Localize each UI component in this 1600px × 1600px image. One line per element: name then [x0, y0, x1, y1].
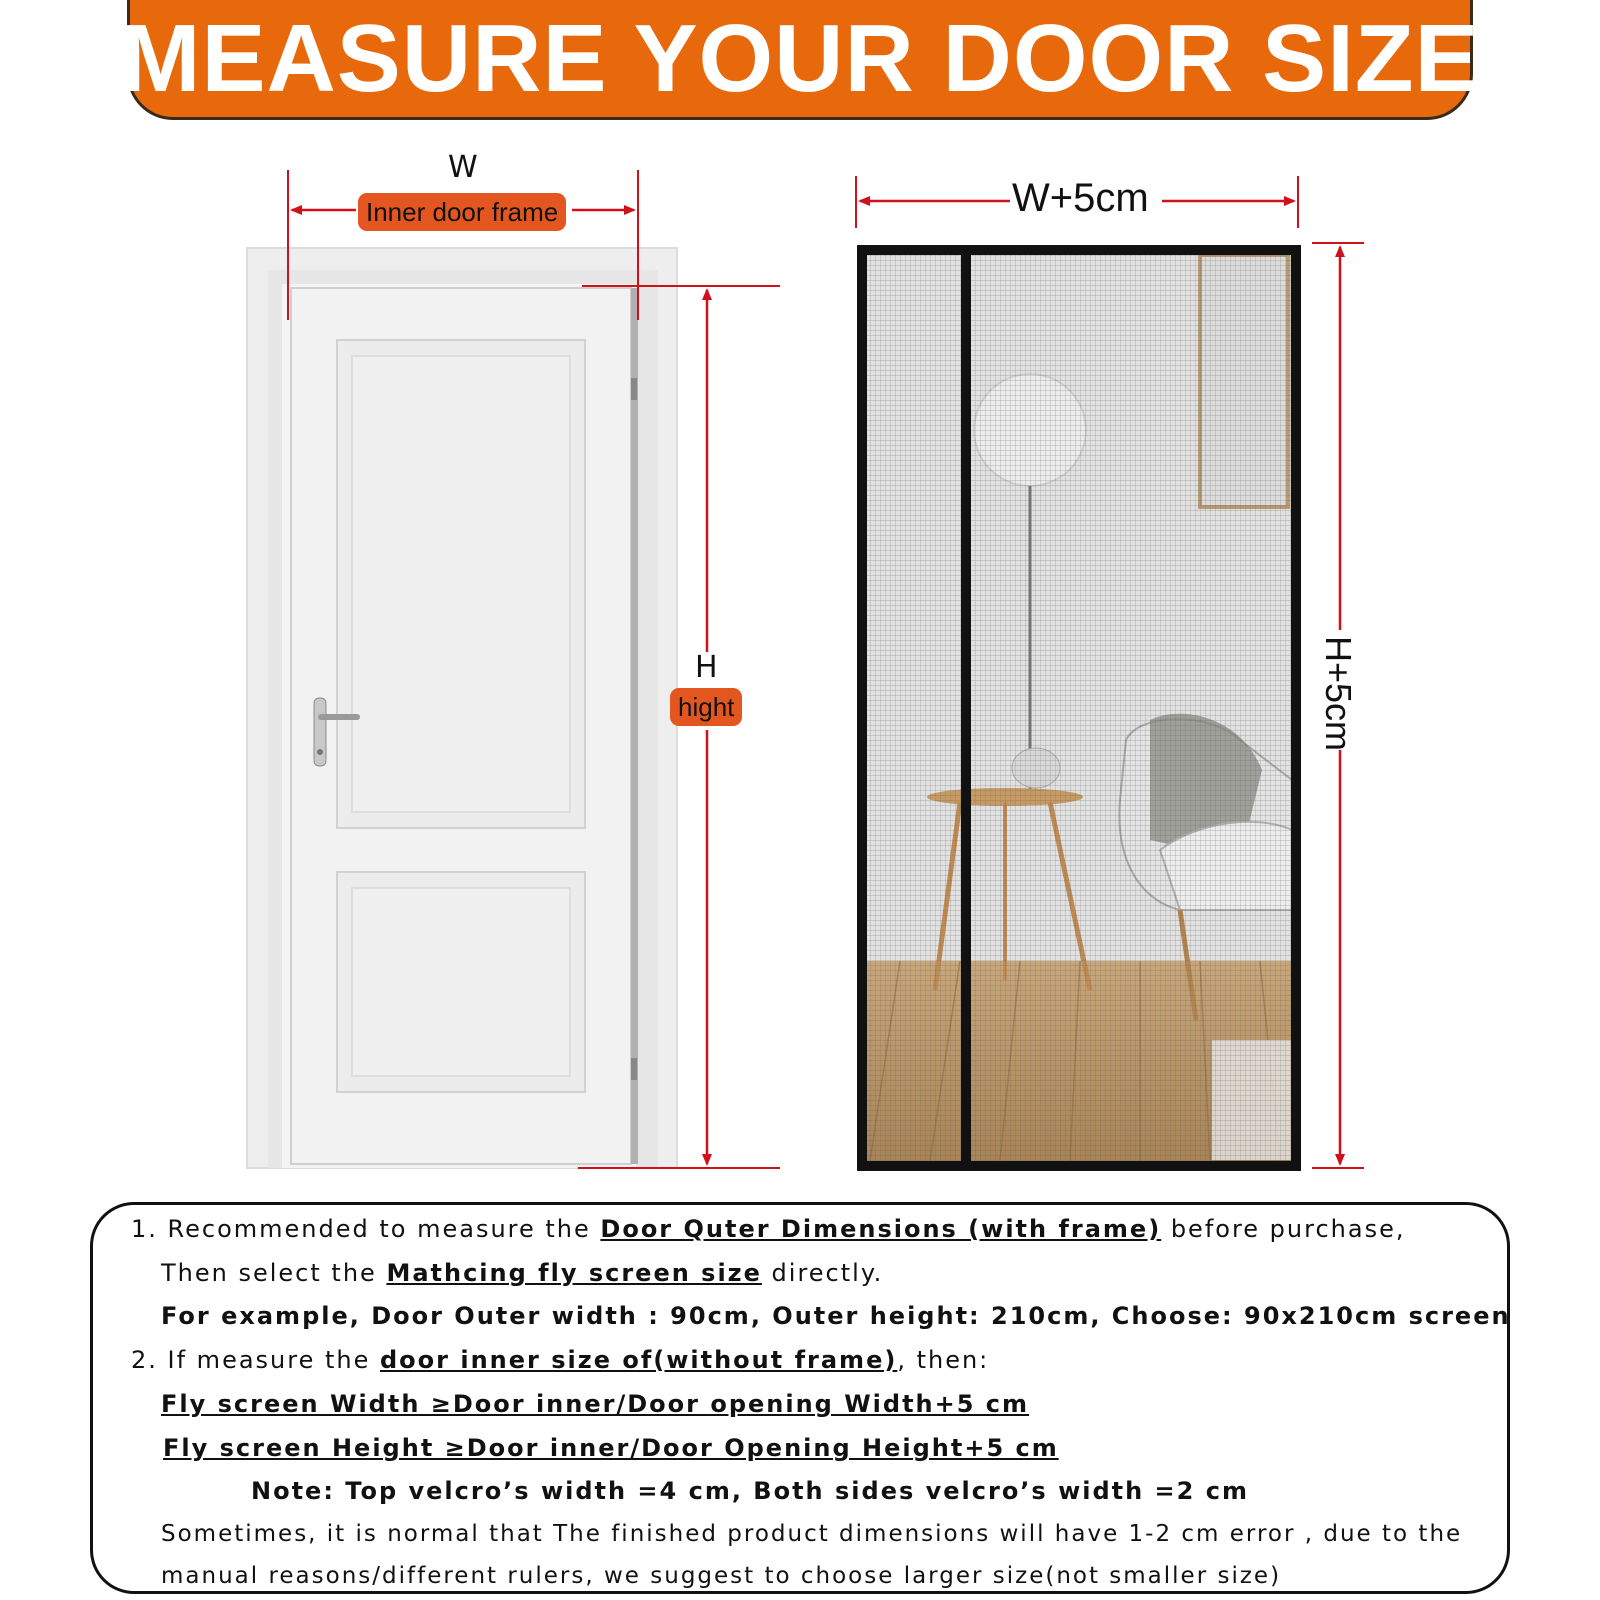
width-formula: Fly screen Width ≥Door inner/Door opening Width+5 cm [161, 1390, 1030, 1418]
tolerance-note-1: Sometimes, it is normal that The finished product dimensions will have 1-2 cm error , due to the [161, 1521, 1463, 1547]
height-letter: H [695, 650, 718, 685]
height-formula: Fly screen Height ≥Door inner/Door Opening Height+5 cm [163, 1434, 1059, 1462]
door-illustration [247, 248, 677, 1168]
instruction-example: For example, Door Outer width : 90cm, Outer height: 210cm, Choose: 90x210cm screen [161, 1302, 1511, 1330]
instruction-line-4: 2. If measure the door inner size of(without frame), then: [131, 1346, 990, 1374]
outer-dimensions-link: Door Quter Dimensions (with frame) [600, 1215, 1162, 1243]
inner-door-frame-label: Inner door frame [358, 193, 566, 231]
screen-width-label: W+5cm [1012, 176, 1149, 220]
instruction-line-1: 1. Recommended to measure the Door Quter Dimensions (with frame) before purchase, [131, 1215, 1406, 1243]
velcro-note: Note: Top velcro’s width =4 cm, Both sides velcro’s width =2 cm [251, 1477, 1249, 1505]
page-title: MEASURE YOUR DOOR SIZE [120, 4, 1480, 112]
instructions-box [90, 1202, 1510, 1594]
screen-height-label: H+5cm [1318, 636, 1359, 752]
width-letter: W [448, 150, 478, 185]
fly-screen-illustration [862, 250, 1296, 1166]
height-label: hight [670, 688, 742, 726]
instruction-line-2: Then select the Mathcing fly screen size directly. [161, 1259, 884, 1287]
tolerance-note-2: manual reasons/different rulers, we suggest to choose larger size(not smaller size) [161, 1563, 1282, 1589]
